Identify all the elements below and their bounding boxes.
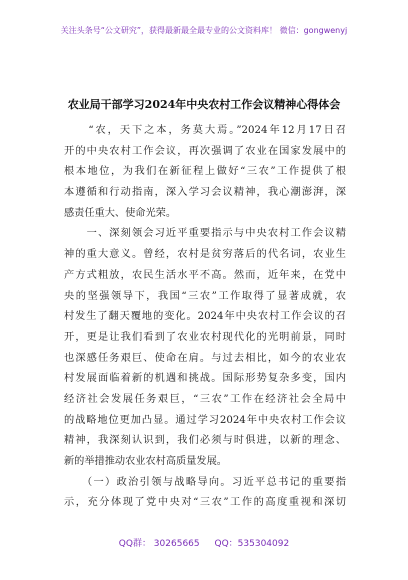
text-line: 开，更是让我们看到了农业农村现代化的光明前景，同时 [64, 331, 346, 343]
text-line: 的战略地位更加凸显。通过学习2024年中央农村工作会议 [64, 414, 346, 426]
text-line: 村发展面临着新的机遇和挑战。国际形势复杂多变，国内 [64, 373, 346, 385]
text-line: 精神，我深刻认识到，我们必须与时俱进，以新的理念、 [64, 435, 346, 447]
text-line: 央的坚强领导下，我国“三农”工作取得了显著成就，农 [64, 290, 346, 302]
document-body [64, 121, 346, 514]
text-line: 新的举措推动农业农村高质量发展。 [64, 456, 227, 467]
qq-group: QQ群： 30265665 [118, 539, 200, 549]
footer-contact [0, 536, 408, 549]
text-line: 根本地位，为我们在新征程上做好“三农”工作提供了根 [64, 166, 346, 178]
text-line: 经济社会发展任务艰巨，“三农”工作在经济社会全局中 [64, 393, 346, 405]
text-line: 本遵循和行动指南，深入学习会议精神，我心潮澎湃，深 [64, 187, 346, 199]
text-line: “农，天下之本，务莫大焉。”2024年12月17日召 [64, 125, 346, 136]
text-line: 开的中央农村工作会议，再次强调了农业在国家发展中的 [64, 145, 346, 157]
page-title: 农业局干部学习2024年中央农村工作会议精神心得体会 [67, 98, 341, 111]
text-line: （一）政治引领与战略导向。习近平总书记的重要指 [64, 476, 346, 488]
header-note: 关注头条号“公文研究”，获得最新最全最专业的公文资料库！ 微信：gongwenyj [60, 26, 348, 35]
text-line: 村发生了翻天覆地的变化。2024年中央农村工作会议的召 [64, 311, 346, 323]
qq-number: QQ：535304092 [214, 539, 290, 549]
text-line: 感责任重大、使命光荣。 [64, 207, 177, 219]
text-line: 产方式粗放，农民生活水平不高。然而，近年来，在党中 [64, 269, 346, 281]
text-line: 也深感任务艰巨、使命在肩。与过去相比，如今的农业农 [64, 352, 346, 364]
text-line: 示，充分体现了党中央对“三农”工作的高度重视和深切 [64, 497, 346, 509]
text-line: 一、深刻领会习近平重要指示与中央农村工作会议精 [64, 228, 346, 240]
text-line: 神的重大意义。曾经，农村是贫穷落后的代名词，农业生 [64, 249, 346, 261]
